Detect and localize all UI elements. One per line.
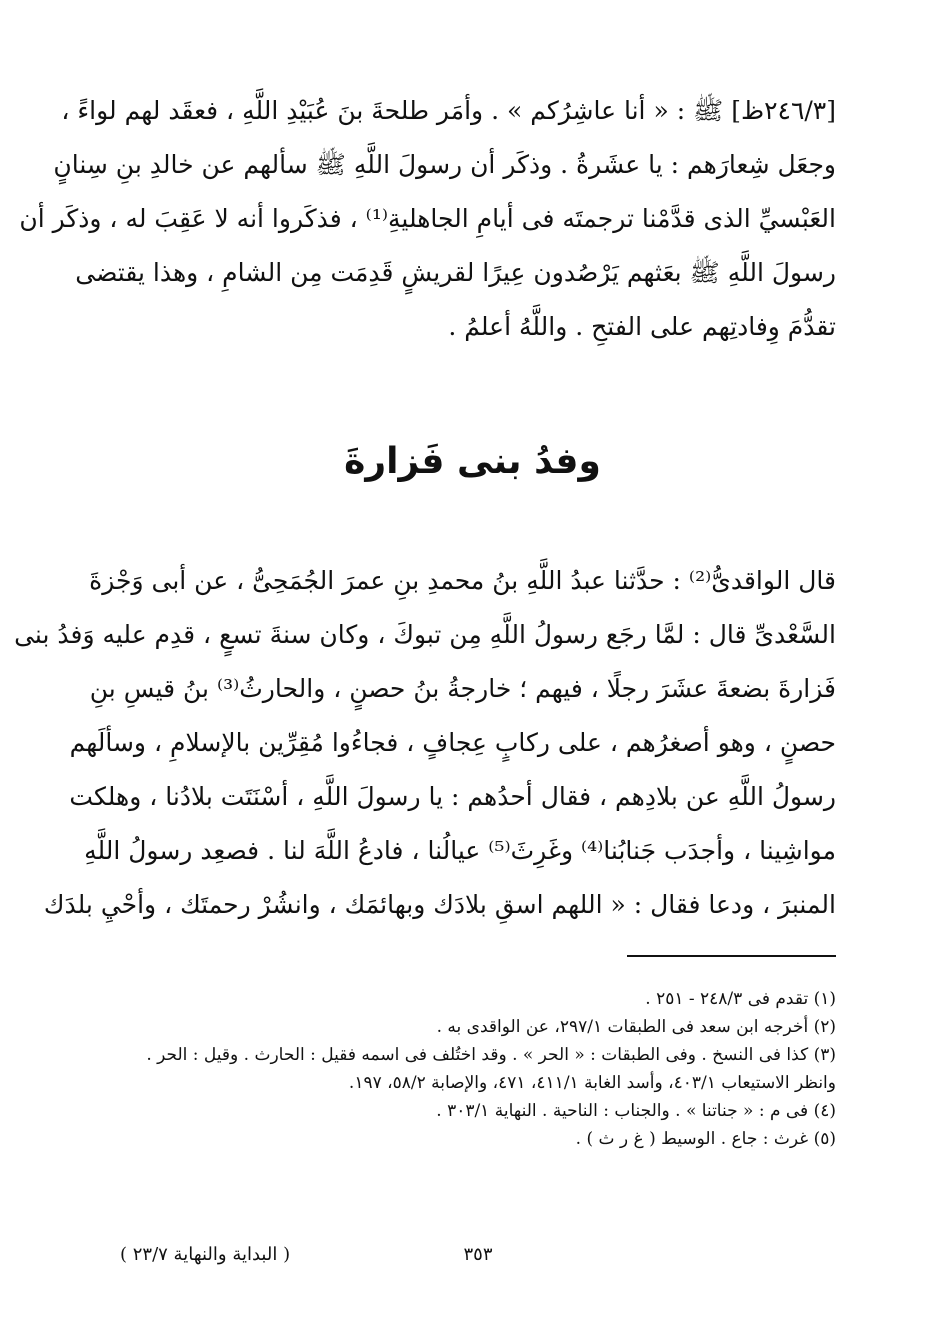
footnote-divider <box>627 955 836 957</box>
text-line: رسولَ اللَّهِ ﷺ بعَثهم يَرْصُدون عِيرًا لقريشٍ قَدِمَت مِن الشامِ ، وهذا يقتضى <box>75 258 836 287</box>
footnotes-list <box>120 985 836 1153</box>
footnote: (٢) أخرجه ابن سعد فى الطبقات ٢٩٧/١، عن الواقدى به . <box>436 1017 836 1037</box>
page-footer <box>120 1240 836 1270</box>
text-line: وجعَل شِعارَهم : يا عشَرةُ . وذكَر أن رسولَ اللَّهِ ﷺ سألهم عن خالدِ بنِ سِنانٍ <box>53 150 836 179</box>
text-line: حصنٍ ، وهو أصغرُهم ، على ركابٍ عِجافٍ ، فجاءُوا مُقِرِّين بالإسلامِ ، وسألَهم <box>69 728 836 757</box>
main-paragraph <box>14 554 836 932</box>
text-line: فَزارةَ بضعةَ عشَرَ رجلًا ، فيهم ؛ خارجةُ بنُ حصنٍ ، والحارثُ⁽³⁾ بنُ قيسِ بنِ <box>89 674 836 703</box>
text-line: السَّعْدىِّ قال : لمَّا رجَع رسولُ اللَّهِ مِن تبوكَ ، وكان سنةَ تسعٍ ، قدِم عليه وَفدُ بنى <box>14 620 836 649</box>
text-line: المنبرَ ، ودعا فقال : « اللهم اسقِ بلادَك وبهائمَك ، وانشُرْ رحمتَك ، وأحْيِ بلدَك <box>43 890 836 919</box>
section-title: وفدُ بنى فَزارةَ <box>344 441 601 482</box>
footnote: (٥) غرث : جاع . الوسيط ( غ ر ث ) . <box>575 1129 836 1149</box>
source-reference: ( البداية والنهاية ٢٣/٧ ) <box>120 1244 291 1265</box>
text-line: [٢٤٦/٣ظ] ﷺ : « أنا عاشِرُكم » . وأمَر طلحةَ بنَ عُبَيْدِ اللَّهِ ، فعقَد لهم لواءً ، <box>61 96 836 125</box>
text-line: رسولُ اللَّهِ عن بلادِهم ، فقال أحدُهم : يا رسولَ اللَّهِ ، أسْنَتَت بلادُنا ، وهلكت <box>69 782 836 811</box>
text-line: مواشِينا ، وأجدَب جَنابُنا⁽⁴⁾ وغَرِثَ⁽⁵⁾ عيالُنا ، فادعُ اللَّهَ لنا . فصعِد رسولُ اللَّهِ <box>84 836 836 865</box>
footnote: (٣) كذا فى النسخ . وفى الطبقات : « الحر » . وقد اختُلف فى اسمه فقيل : الحارث . وقيل : الحر . <box>146 1045 836 1065</box>
text-line: تقدُّمَ وِفادتِهم على الفتحِ . واللَّهُ أعلمُ . <box>448 312 836 341</box>
text-line: قال الواقدىُّ⁽²⁾ : حدَّثنا عبدُ اللَّهِ بنُ محمدِ بنِ عمرَ الجُمَحِىُّ ، عن أبى وَجْزةَ <box>89 566 836 595</box>
text-line: العَبْسيِّ الذى قدَّمْنا ترجمتَه فى أيامِ الجاهليةِ⁽¹⁾ ، فذكَروا أنه لا عَقِبَ له ، وذكَر أن <box>19 204 836 233</box>
footnote: (١) تقدم فى ٢٤٨/٣ - ٢٥١ . <box>645 989 836 1009</box>
page-number: ٣٥٣ <box>463 1244 493 1265</box>
footnote-continuation: وانظر الاستيعاب ٤٠٣/١، وأسد الغابة ٤١١/١، ٤٧١، والإصابة ٥٨/٢، ١٩٧. <box>348 1073 836 1093</box>
top-paragraph <box>19 84 836 354</box>
footnote: (٤) فى م : « جناتنا » . والجناب : الناحية . النهاية ٣٠٣/١ . <box>436 1101 836 1121</box>
